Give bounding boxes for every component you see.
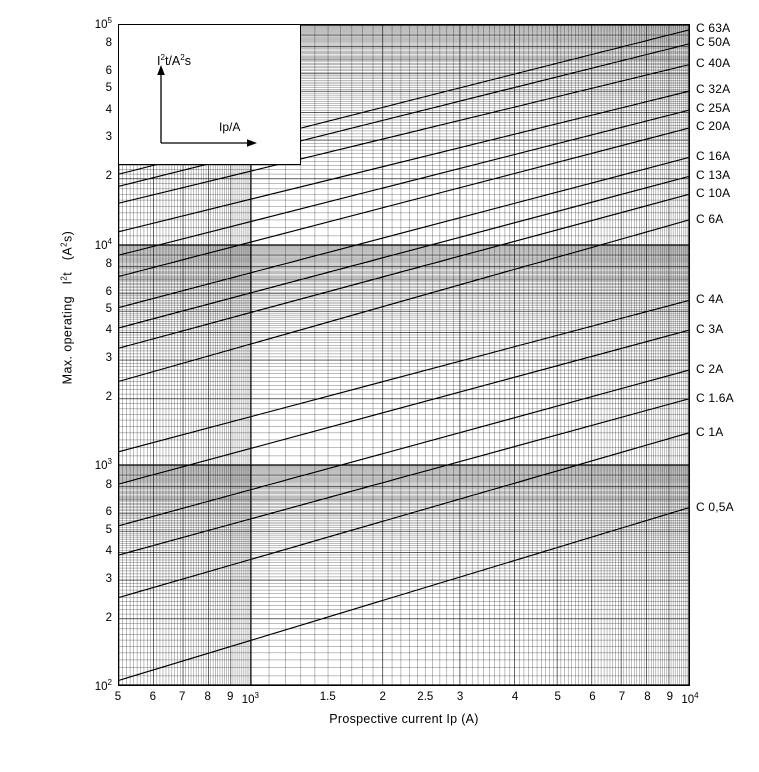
curve-label-column: [696, 20, 759, 686]
y-tick-minor: 2: [105, 170, 112, 183]
curve-label: C 32A: [696, 82, 731, 97]
plot-area: [118, 24, 690, 686]
x-tick-minor: 8: [204, 691, 211, 703]
y-tick-minor: 8: [105, 258, 112, 271]
curve-label: C 0,5A: [696, 500, 734, 515]
curve-label: C 16A: [696, 148, 731, 163]
curve-label: C 63A: [696, 20, 731, 35]
x-tick-minor: 7: [179, 691, 186, 703]
curve-label: C 3A: [696, 322, 724, 337]
y-tick-minor: 6: [105, 285, 112, 298]
curve-c-3a: [119, 330, 689, 484]
y-tick-major: $10^3$: [94, 457, 112, 473]
y-tick-minor: 3: [105, 352, 112, 365]
curve-label: C 2A: [696, 362, 724, 377]
curve-label: C 4A: [696, 292, 724, 307]
x-tick-minor: 8: [644, 691, 651, 703]
x-tick-minor: 7: [618, 691, 626, 703]
y-tick-minor: 6: [105, 506, 112, 519]
inset-legend-box: [119, 25, 301, 165]
x-tick-minor: 6: [149, 691, 156, 703]
curve-label: C 1.6A: [696, 390, 734, 405]
x-tick-minor: 1.5: [319, 691, 336, 703]
y-tick-minor: 2: [105, 390, 112, 403]
y-tick-major: $10^2$: [94, 678, 112, 693]
x-tick-major: $10^4$: [681, 691, 699, 706]
y-tick-minor: 8: [105, 37, 112, 50]
inset-axes-icon: [119, 25, 301, 165]
curve-c-2a: [119, 370, 689, 526]
curve-label: C 25A: [696, 101, 731, 116]
y-tick-minor: 4: [105, 103, 112, 116]
inset-x-label: Ip/A: [219, 120, 241, 134]
curve-label: C 10A: [696, 185, 731, 200]
y-tick-minor: 5: [105, 303, 112, 316]
x-tick-minor: 9: [227, 691, 234, 703]
y-tick-major: $10^4$: [94, 236, 112, 252]
curve-label: C 50A: [696, 35, 731, 50]
curve-label: C 6A: [696, 211, 724, 226]
y-tick-minor: 6: [105, 64, 112, 77]
curve-label: C 13A: [696, 167, 731, 182]
x-tick-minor: 5: [554, 691, 561, 703]
y-tick-minor: 3: [105, 572, 112, 585]
curve-c-1a: [119, 433, 689, 598]
x-tick-major: $10^3$: [241, 691, 259, 706]
y-tick-minor: 8: [105, 478, 112, 491]
y-tick-minor: 5: [105, 82, 112, 95]
x-tick-minor: 2.5: [417, 691, 434, 703]
y-tick-minor: 5: [105, 523, 112, 536]
x-tick-minor: 3: [456, 691, 464, 703]
x-tick-minor: 5: [114, 691, 122, 703]
curve-c-4a: [119, 300, 689, 451]
x-tick-minor: 2: [379, 691, 386, 703]
y-tick-minor: 4: [105, 545, 112, 558]
curve-c-16a: [119, 157, 689, 307]
curve-label: C 20A: [696, 119, 731, 134]
curve-label: C 40A: [696, 55, 731, 70]
y-tick-minor: 2: [105, 611, 112, 624]
x-tick-minor: 6: [589, 691, 596, 703]
y-tick-minor: 4: [105, 324, 112, 337]
curve-label: C 1A: [696, 425, 724, 440]
y-tick-minor: 3: [105, 131, 112, 144]
x-tick-minor: 9: [666, 691, 674, 703]
y-tick-major: $10^5$: [94, 16, 112, 31]
curve-c-13a: [119, 176, 689, 327]
inset-y-label: $I^2t/A^2s$: [157, 53, 191, 69]
x-axis-title: Prospective current Ip (A): [329, 712, 479, 726]
curve-c-0-5a: [119, 508, 689, 681]
curve-c-6a: [119, 220, 689, 381]
x-tick-minor: 4: [511, 691, 519, 703]
curve-c-1-6a: [119, 399, 689, 555]
y-axis-title: Max. operating $I^2t$ $(A^2s)$: [59, 230, 75, 385]
